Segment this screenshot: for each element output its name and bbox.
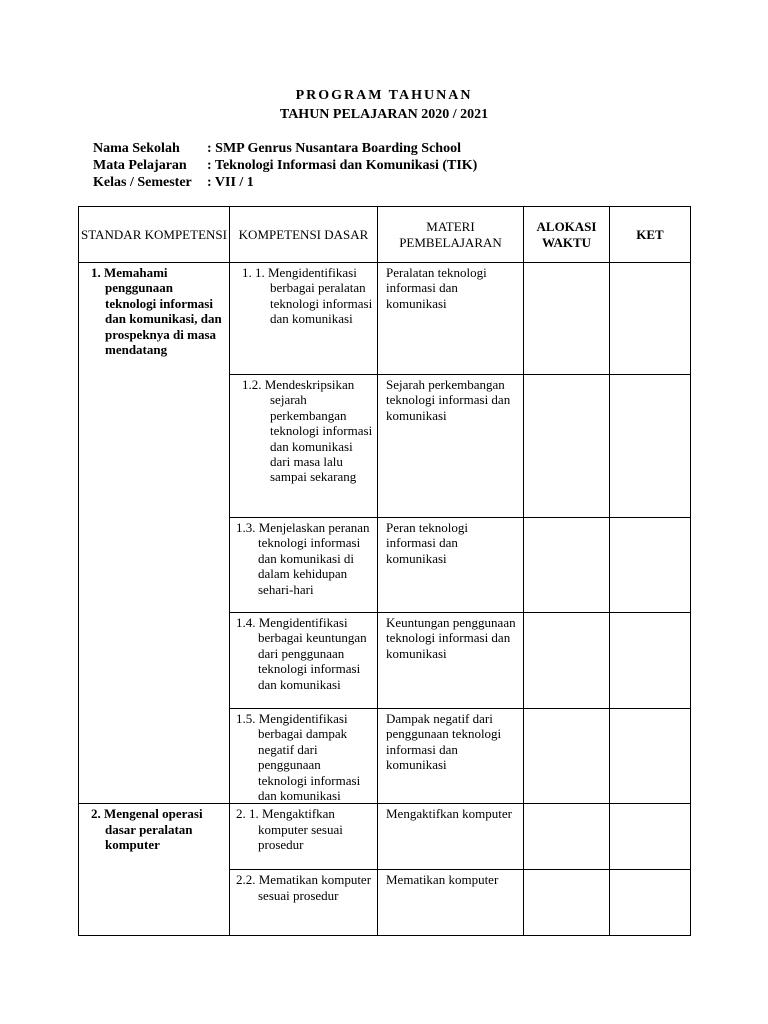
ket-cell <box>610 263 691 375</box>
kd-cell <box>230 263 378 375</box>
info-value: : SMP Genrus Nusantara Boarding School <box>207 141 461 156</box>
alokasi-cell <box>524 375 610 518</box>
col-header-materi: MATERI PEMBELAJARAN <box>378 207 524 263</box>
info-value: : VII / 1 <box>207 175 254 190</box>
ket-cell <box>610 709 691 804</box>
info-label: Nama Sekolah <box>93 141 180 156</box>
kd-text: 2. 1. Mengaktifkan komputer sesuai prosedur <box>236 806 343 853</box>
standar-text: 1. Memahami penggunaan teknologi informasi dan komunikasi, dan prospeknya di masa mendatang <box>91 265 222 358</box>
kd-text: 1.2. Mendeskripsikan sejarah perkembangan teknologi informasi dan komunikasi dari masa lalu sampai sekarang <box>242 377 373 485</box>
col-header-ket: KET <box>610 207 691 263</box>
alokasi-cell <box>524 263 610 375</box>
page-subtitle: TAHUN PELAJARAN 2020 / 2021 <box>279 107 489 122</box>
standar-cell <box>79 263 230 804</box>
kd-text: 1.4. Mengidentifikasi berbagai keuntungan dari penggunaan teknologi informasi dan komunikasi <box>236 615 367 692</box>
info-row-class <box>93 175 477 192</box>
info-row-subject <box>93 158 477 175</box>
col-header-alokasi: ALOKASI WAKTU <box>524 207 610 263</box>
info-label: Kelas / Semester <box>93 175 192 190</box>
materi-cell: Sejarah perkembangan teknologi informasi dan komunikasi <box>378 375 524 518</box>
alokasi-cell <box>524 804 610 870</box>
ket-cell <box>610 518 691 613</box>
materi-cell: Peran teknologi informasi dan komunikasi <box>378 518 524 613</box>
info-value: : Teknologi Informasi dan Komunikasi (TIK) <box>207 158 478 173</box>
school-info <box>93 141 477 192</box>
materi-cell: Mengaktifkan komputer <box>378 804 524 870</box>
standar-cell <box>79 804 230 936</box>
materi-cell: Keuntungan penggunaan teknologi informasi dan komunikasi <box>378 613 524 709</box>
alokasi-cell <box>524 613 610 709</box>
ket-cell <box>610 804 691 870</box>
ket-cell <box>610 375 691 518</box>
kd-text: 1.5. Mengidentifikasi berbagai dampak negatif dari penggunaan teknologi informasi dan komunikasi <box>236 711 361 804</box>
kd-cell <box>230 518 378 613</box>
col-header-kompetensi: KOMPETENSI DASAR <box>230 207 378 263</box>
kd-text: 1.3. Menjelaskan peranan teknologi informasi dan komunikasi di dalam kehidupan sehari-hari <box>236 520 370 597</box>
table-row <box>79 804 691 870</box>
kd-cell <box>230 375 378 518</box>
alokasi-cell <box>524 709 610 804</box>
ket-cell <box>610 613 691 709</box>
info-label: Mata Pelajaran <box>93 158 187 173</box>
materi-cell: Dampak negatif dari penggunaan teknologi informasi dan komunikasi <box>378 709 524 804</box>
kd-cell <box>230 709 378 804</box>
info-row-school <box>93 141 477 158</box>
standar-text: 2. Mengenal operasi dasar peralatan komputer <box>91 806 203 853</box>
table-row <box>79 263 691 375</box>
page-title: PROGRAM TAHUNAN <box>295 88 473 103</box>
kd-text: 1. 1. Mengidentifikasi berbagai peralatan teknologi informasi dan komunikasi <box>242 265 373 327</box>
kd-cell <box>230 870 378 936</box>
ket-cell <box>610 870 691 936</box>
col-header-standar: STANDAR KOMPETENSI <box>79 207 230 263</box>
kd-cell <box>230 613 378 709</box>
alokasi-cell <box>524 518 610 613</box>
alokasi-cell <box>524 870 610 936</box>
materi-cell: Mematikan komputer <box>378 870 524 936</box>
kd-cell <box>230 804 378 870</box>
materi-cell: Peralatan teknologi informasi dan komunikasi <box>378 263 524 375</box>
kd-text: 2.2. Mematikan komputer sesuai prosedur <box>236 872 372 903</box>
table-header-row <box>79 207 691 263</box>
program-table <box>78 206 691 936</box>
